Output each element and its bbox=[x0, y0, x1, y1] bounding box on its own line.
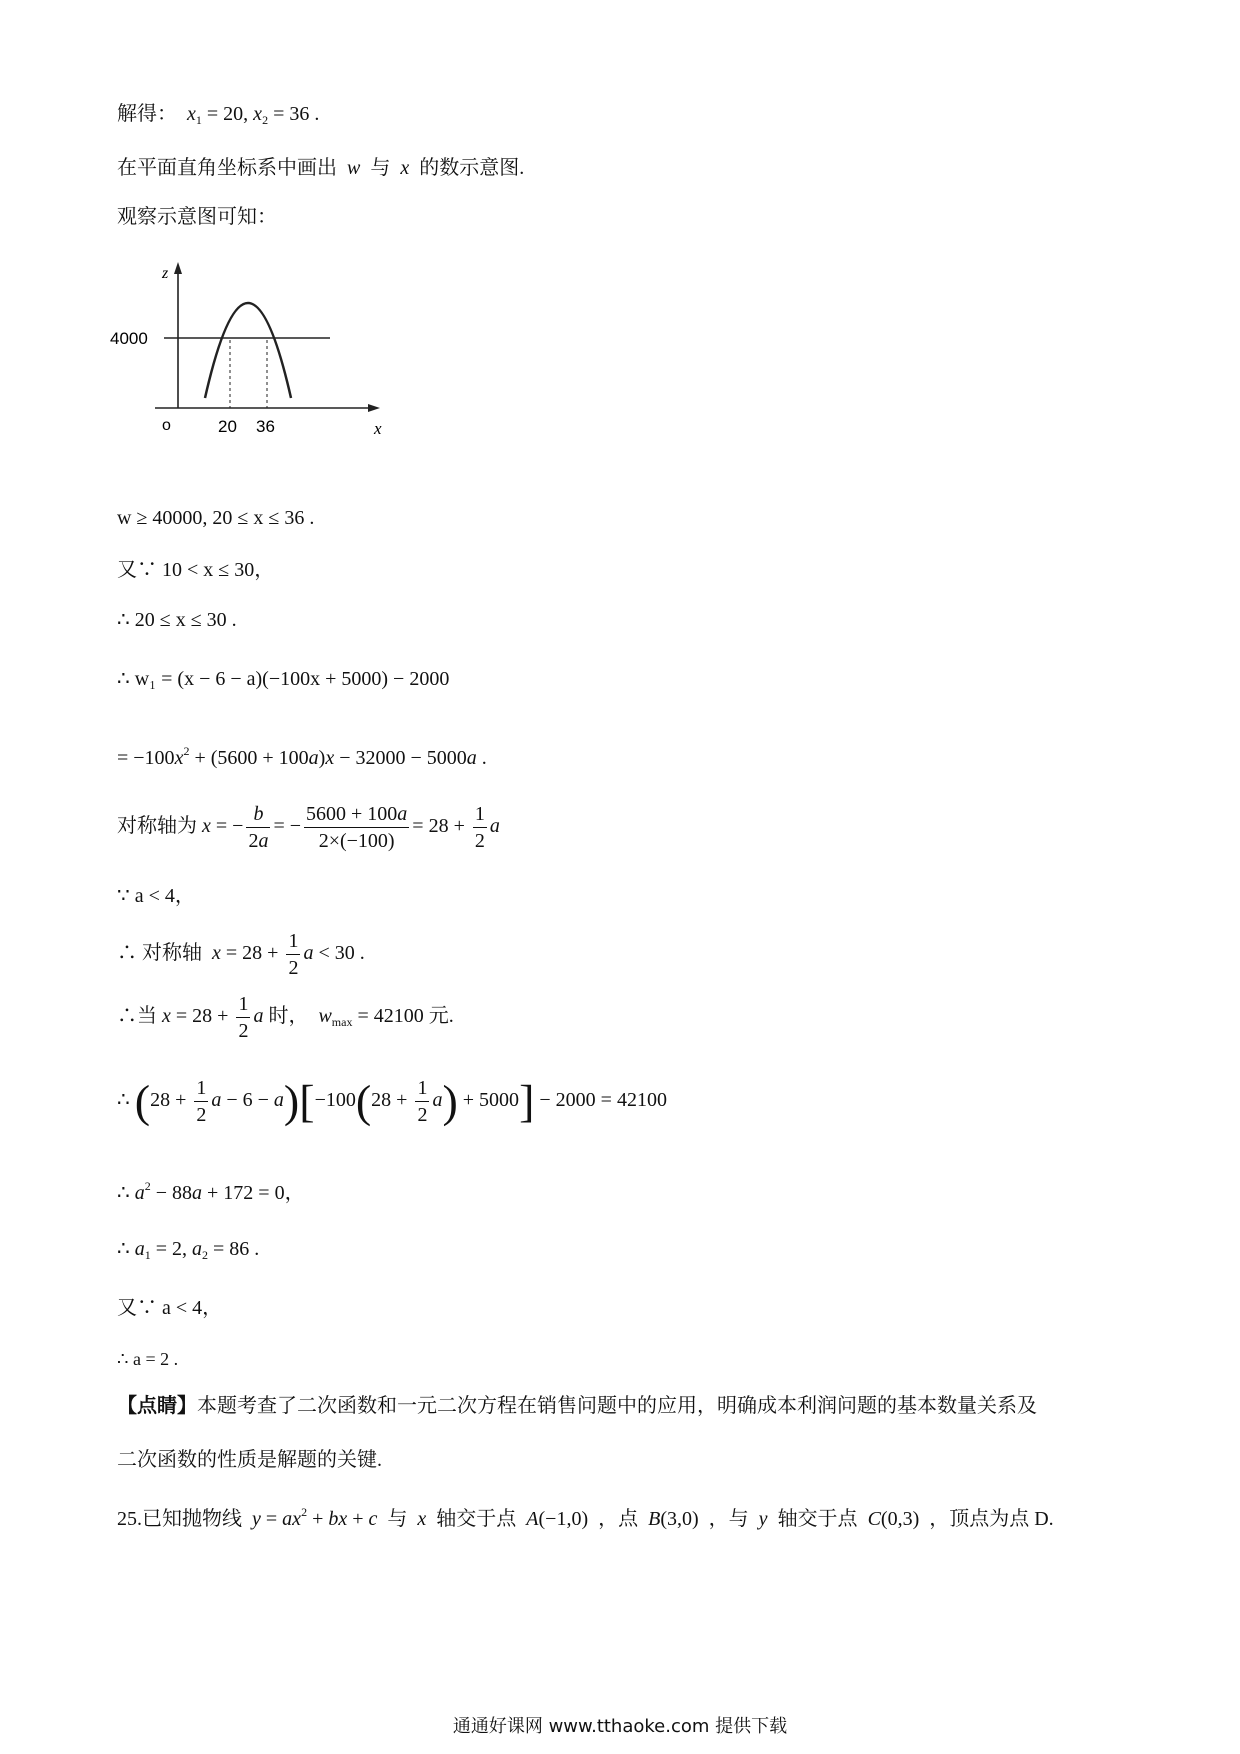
x-tick-20: 20 bbox=[218, 417, 237, 436]
x-tick-36: 36 bbox=[256, 417, 275, 436]
a-roots-line: ∴ $a_1 = 2$, $a_2 = 86$ . bbox=[117, 1238, 260, 1262]
max-value-line: ∴当 x = 28 + $\frac{1}{2}$ a 时， $w_{max} = 42100$ 元. bbox=[117, 992, 454, 1042]
axis-of-symmetry-line: 对称轴为 x = − $\frac{b}{2a}$ = − $\frac{5600 + 100a}{2\times(-100)}$ = 28 + $\frac{1}{2}$ a bbox=[117, 802, 500, 852]
parabola-sketch bbox=[110, 258, 400, 480]
given-range-line: 又∵ 10 < x ≤ 30， bbox=[117, 559, 275, 581]
graph-intro-line: 在平面直角坐标系中画出 w 与 x 的数示意图. bbox=[117, 157, 525, 179]
x-axis-label: x bbox=[374, 419, 382, 438]
observe-line: 观察示意图可知： bbox=[117, 206, 277, 228]
question-25-line: 25.已知抛物线 $y = ax^2$ + bx + c 与 x 轴交于点 A(−1,0) ，点 B(3,0) ，与 y 轴交于点 C(0,3) ，顶点为点 D. bbox=[117, 1505, 1054, 1530]
axis-bound-line: ∴ 对称轴 x = 28 + $\frac{1}{2}$ a < 30 . bbox=[117, 929, 365, 979]
solve-label: 解得： bbox=[117, 103, 177, 125]
conclude-range-line: ∴ 20 ≤ x ≤ 30 . bbox=[117, 609, 237, 631]
range-line: w ≥ 40000, 20 ≤ x ≤ 36 . bbox=[117, 507, 315, 529]
hline-label: 4000 bbox=[110, 329, 148, 348]
quadratic-line: ∴ $a^2 - 88a + 172 = 0$， bbox=[117, 1179, 305, 1204]
a-condition-again-line: 又∵ a < 4， bbox=[117, 1297, 223, 1319]
equation-line: ∴ (28 + $\frac{1}{2}$ a − 6 − a)[−100(28 + $\frac{1}{2}$ a) + 5000] − 2000 = 42100 bbox=[117, 1075, 667, 1127]
comment-line: 【点睛】本题考查了二次函数和一元二次方程在销售问题中的应用，明确成本利润问题的基本数量关系及 bbox=[117, 1395, 1037, 1417]
a-condition-line: ∵ a < 4， bbox=[117, 885, 195, 907]
roots-expression: $x_1 = 20$, $x_2 = 36$ . bbox=[187, 103, 320, 127]
a-result-line: ∴ a = 2 . bbox=[117, 1349, 179, 1369]
y-axis-label: z bbox=[162, 265, 169, 282]
w1-expanded-line: = $-100x^2 + (5600 + 100a)x - 32000 - 5000a$ . bbox=[117, 744, 487, 769]
comment-line-2: 二次函数的性质是解题的关键. bbox=[117, 1449, 382, 1471]
page-footer: 通通好课网 www.tthaoke.com 提供下载 bbox=[452, 1716, 788, 1737]
solution-line bbox=[117, 100, 319, 134]
origin-label: o bbox=[162, 417, 171, 434]
w1-expression-line: ∴ w₁ = (x − 6 − a)(−100x + 5000) − 2000 bbox=[117, 668, 450, 690]
